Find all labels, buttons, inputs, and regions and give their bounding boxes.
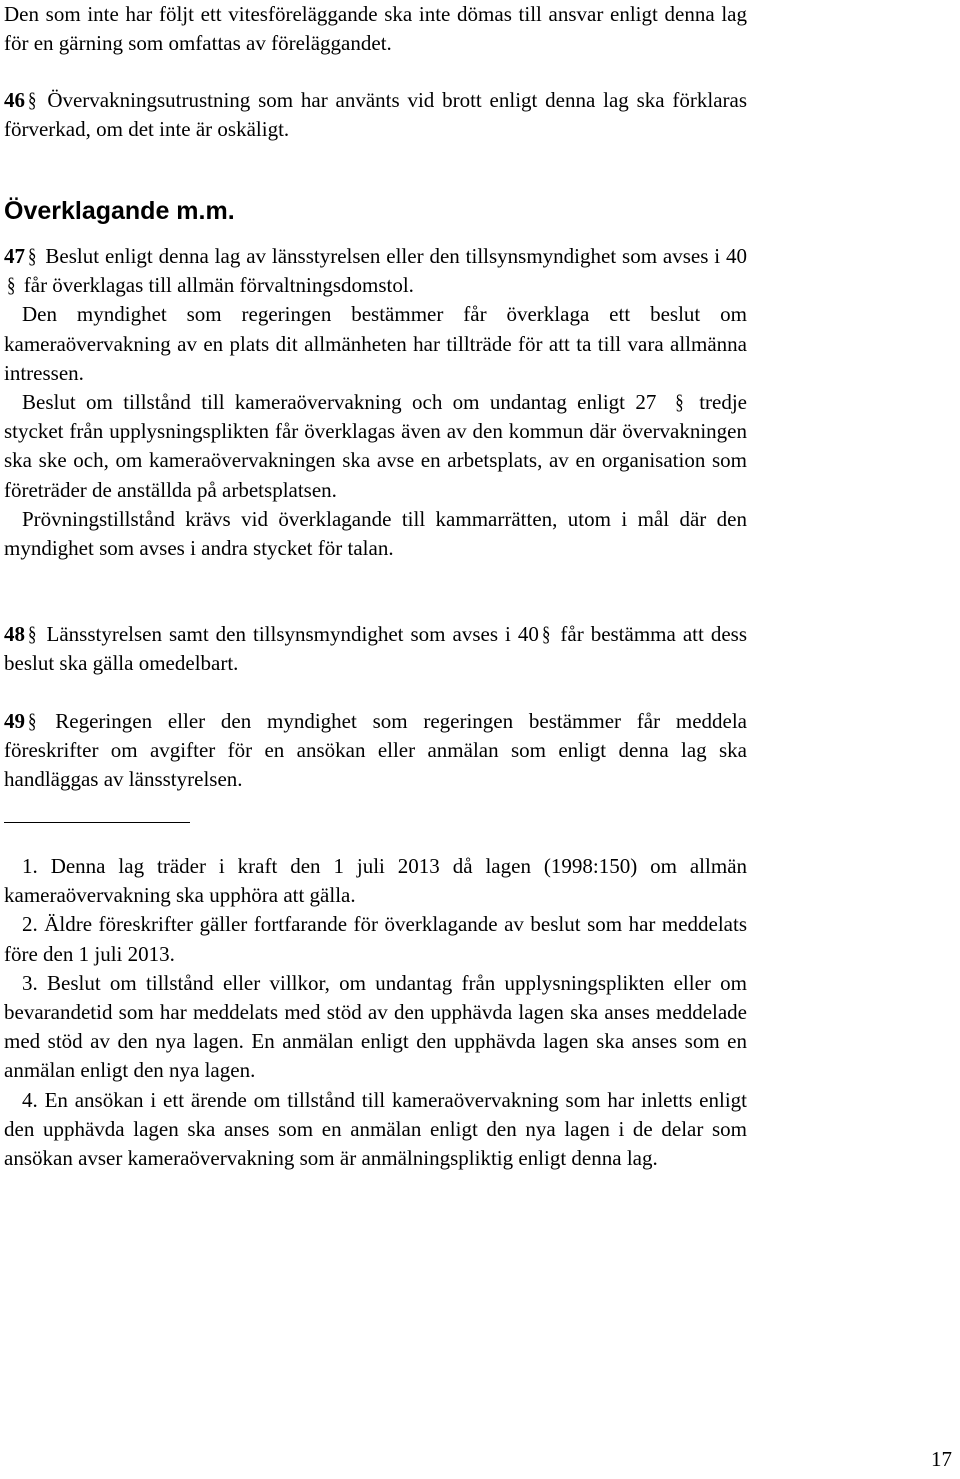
footnote-divider: [4, 822, 190, 823]
transitional-item-1: [4, 852, 747, 910]
transitional-item-number: 4.: [22, 1087, 38, 1112]
section-48-text-b: får bestämma att dess beslut ska gälla omedelbart.: [4, 622, 747, 676]
transitional-item-4: [4, 1086, 747, 1174]
section-sign-icon: §: [28, 244, 37, 268]
section-47-para-1: [4, 242, 747, 300]
section-48-text-a: Länsstyrelsen samt den tillsynsmyndighet som avses i 40: [46, 622, 539, 646]
section-46: [4, 86, 747, 144]
section-47-para-3-text-a: Beslut om tillstånd till kameraövervakning och om undantag enligt 27: [22, 390, 657, 415]
heading-overklagande: Överklagande m.m.: [4, 197, 235, 225]
section-48: [4, 620, 747, 678]
section-46-number: 46: [4, 88, 25, 112]
transitional-item-text: Beslut om tillstånd eller villkor, om undantag från upplysningsplikten eller om bevarandetid som har meddelats med stöd av den upphävda lagen ska anses meddelade med stöd av den nya lagen. En anmälan enligt den upphävda lagen ska anses som en anmälan enligt den nya lagen.: [4, 970, 748, 1083]
section-47-para-1-text-a: Beslut enligt denna lag av länsstyrelsen eller den tillsynsmyndighet som avses i 40: [45, 244, 748, 268]
transitional-item-2: [4, 910, 747, 968]
section-46-text: Övervakningsutrustning som har använts vid brott enligt denna lag ska förklaras förverkad, om det inte är oskäligt.: [4, 88, 748, 142]
transitional-item-text: Denna lag träder i kraft den 1 juli 2013 då lagen (1998:150) om allmän kameraövervakning ska upphöra att gälla.: [4, 854, 748, 908]
section-sign-icon: §: [28, 709, 37, 733]
section-47-para-1-text-b: får överklagas till allmän förvaltningsdomstol.: [23, 273, 414, 298]
intro-paragraph: Den som inte har följt ett vitesföreläggande ska inte dömas till ansvar enligt denna lag för en gärning som omfattas av föreläggandet.: [4, 2, 747, 56]
section-47-para-4: Prövningstillstånd krävs vid överklagande till kammarrätten, utom i mål där den myndighet som avses i andra stycket för talan.: [4, 506, 747, 561]
transitional-item-number: 2.: [22, 912, 38, 937]
section-48-number: 48: [4, 622, 25, 646]
section-47-number: 47: [4, 244, 25, 268]
transitional-item-text: En ansökan i ett ärende om tillstånd till kameraövervakning som har inletts enligt den upphävda lagen ska anses som en anmälan enligt den nya lagen i de delar som ansökan avser kameraövervakning som är anmälningspliktig enligt denna lag.: [4, 1087, 747, 1171]
section-sign-icon: §: [7, 273, 16, 298]
transitional-item-number: 1.: [22, 854, 38, 878]
section-47-para-2: Den myndighet som regeringen bestämmer får överklaga ett beslut om kameraövervakning av en plats dit allmänheten har tillträde för att ta till vara allmänna intressen.: [4, 302, 747, 385]
section-49-number: 49: [4, 709, 25, 733]
section-sign-icon: §: [28, 88, 37, 112]
section-47: [4, 242, 747, 563]
transitional-item-number: 3.: [22, 970, 38, 995]
section-49: [4, 707, 747, 795]
transitional-item-text: Äldre föreskrifter gäller fortfarande för överklagande av beslut som har meddelats före den 1 juli 2013.: [4, 912, 748, 966]
section-sign-icon: §: [541, 622, 551, 646]
section-sign-icon: §: [28, 622, 37, 646]
page-number: 17: [931, 1447, 952, 1471]
transitional-item-3: [4, 969, 747, 1086]
section-47-para-3-text-b: tredje stycket från upplysningsplikten får överklagas även av den kommun där övervakningen ska ske och, om kameraövervakningen ska avse en arbetsplats, av en organisation som företräder de anställda på arbetsplatsen.: [4, 390, 748, 502]
section-49-text: Regeringen eller den myndighet som regeringen bestämmer får meddela föreskrifter om avgifter för en ansökan eller anmälan som enligt denna lag ska handläggas av länsstyrelsen.: [4, 709, 747, 792]
section-47-para-3: [4, 388, 747, 505]
transitional-provisions: [4, 852, 747, 1173]
section-sign-icon: §: [675, 390, 684, 415]
